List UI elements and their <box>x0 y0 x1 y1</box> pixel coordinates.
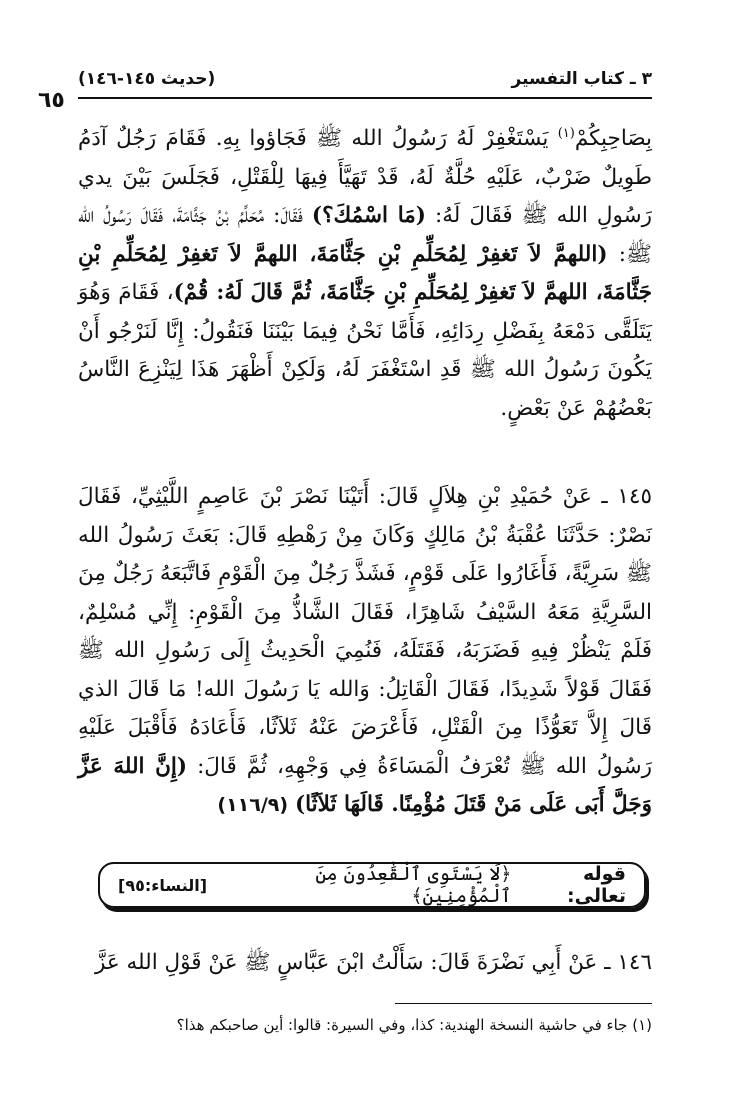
page-number: ٦٥ <box>38 88 65 113</box>
footnote: (١) جاء في حاشية النسخة الهندية: كذا، وفي السيرة: قالوا: أين صاحبكم هذا؟ <box>176 1016 652 1034</box>
hadith-range: (حديث ١٤٥-١٤٦) <box>78 69 216 89</box>
hadith-145 <box>78 478 652 825</box>
text-run: ١٤٥ ـ عَنْ حُمَيْدِ بْنِ هِلاَلٍ قَالَ: أَتَيْنَا نَصْرَ بْنَ عَاصِمٍ اللَّيْثِيِّ، فَقَالَ نَصْرٌ: حَدَّثَنَا عُقْبَةُ بْنُ مَالِكٍ وَكَانَ مِنْ رَهْطِهِ قَالَ: بَعَثَ رَسُولُ الله ﷺ سَرِيَّةً، فَأَغَارُوا عَلَى قَوْمٍ، فَشَذَّ رَجُلٌ مِنَ الْقَوْمِ فَاتَّبَعَهُ رَجُلٌ مِنَ السَّرِيَّةِ مَعَهُ السَّيْفُ شَاهِرًا، فَقَالَ الشَّاذُّ مِنَ الْقَوْمِ: إِنِّي مُسْلِمٌ، فَلَمْ يَنْظُرْ فِيهِ فَضَرَبَهُ، فَقَتَلَهُ، فَنُمِيَ الْحَدِيثُ إِلَى رَسُولِ الله ﷺ فَقَالَ قَوْلاً شَدِيدًا، فَقَالَ الْقَاتِلُ: وَالله يَا رَسُولَ الله! مَا قَالَ الذي قَالَ إِلاَّ تَعَوُّذًا مِنَ الْقَتْلِ، فَأَعْرَضَ عَنْهُ ثَلاَثًا، فَأَعَادَهُ فَأَقْبَلَ عَلَيْهِ رَسُولُ الله ﷺ تُعْرَفُ الْمَسَاءَةُ فِي وَجْهِهِ، ثُمَّ قَالَ: <box>78 484 653 779</box>
verse-heading-box <box>98 862 646 908</box>
text-run: ١٤٦ ـ عَنْ أَبِي نَضْرَةَ قَالَ: سَأَلْتُ ابْنَ عَبَّاسٍ ﷺ عَنْ قَوْلِ الله عَزَّ <box>94 950 652 975</box>
text-run: يَسْتَغْفِرْ لَهُ رَسُولُ الله ﷺ فَجَاؤوا بِهِ. فَقَامَ رَجُلٌ آدَمُ طَوِيلٌ ضَرْبٌ، عَلَيْهِ حُلَّةٌ لَهُ، قَدْ تَهَيَّأَ فِيهَا لِلْقَتْلِ، فَجَلَسَ بَيْنَ يدي رَسُولِ الله ﷺ فَقَالَ لَهُ: <box>78 126 652 228</box>
quran-verse: ﴿لَا يَسْتَوِى ٱلْقَٰعِدُونَ مِنَ ٱلْمُؤْمِنِينَ﴾ <box>315 863 512 907</box>
prophet-supplication: (اللهمَّ لاَ تَغفِرْ لِمُحَلِّمِ بْنِ جَثَّامَةَ، اللهمَّ لاَ تَغفِرْ لِمُحَلِّمِ بْنِ جَثَّامَةَ، اللهمَّ لاَ تَغفِرْ لِمُحَلِّمِ بْنِ جَثَّامَةَ، ثُمَّ قَالَ لَهُ: قُمْ) <box>78 241 653 305</box>
verse-label: قوله تعالى: <box>567 863 626 907</box>
prophet-question: (مَا اسْمُكَ؟) <box>311 203 426 228</box>
hadith-146 <box>78 944 652 983</box>
paragraph-continuation <box>78 120 652 428</box>
text-run: بِصَاحِبِكُمْ <box>574 126 652 151</box>
verse-reference: [النساء:٩٥] <box>118 875 208 895</box>
source-reference: (١١٦/٩) <box>217 794 289 816</box>
text-run: ، فَقَامَ وَهُوَ يَتَلَقَّى دَمْعَهُ بِفَضْلِ رِدَائِهِ، فَأَمَّا نَحْنُ فِيمَا بَيْنَنَا فَنَقُولُ: إِنَّا لَنَرْجُو أَنْ يَكُونَ رَسُولُ الله ﷺ قَدِ اسْتَغْفَرَ لَهُ، وَلَكِنْ أَظْهَرَ هَذَا لِيَنْزِعَ النَّاسُ بَعْضُهُمْ عَنْ بَعْضٍ. <box>78 280 652 421</box>
prophet-saying: (إِنَّ اللهَ عَزَّ وَجَلَّ أَبَى عَلَى مَنْ قَتَلَ مُؤْمِنًا. قَالَهَا ثَلاَثًا) <box>78 753 652 817</box>
running-head <box>78 62 652 96</box>
text-run: فَقَالَ: مُحَلِّمُ بْنُ جَثَّامَةَ، فَقَالَ رَسُولُ الله ﷺ: <box>78 203 652 267</box>
footnote-rule <box>395 1003 652 1004</box>
header-rule <box>78 97 652 99</box>
chapter-title: ٣ ـ كتاب التفسير <box>511 69 652 89</box>
footnote-marker: (١) <box>557 125 575 141</box>
